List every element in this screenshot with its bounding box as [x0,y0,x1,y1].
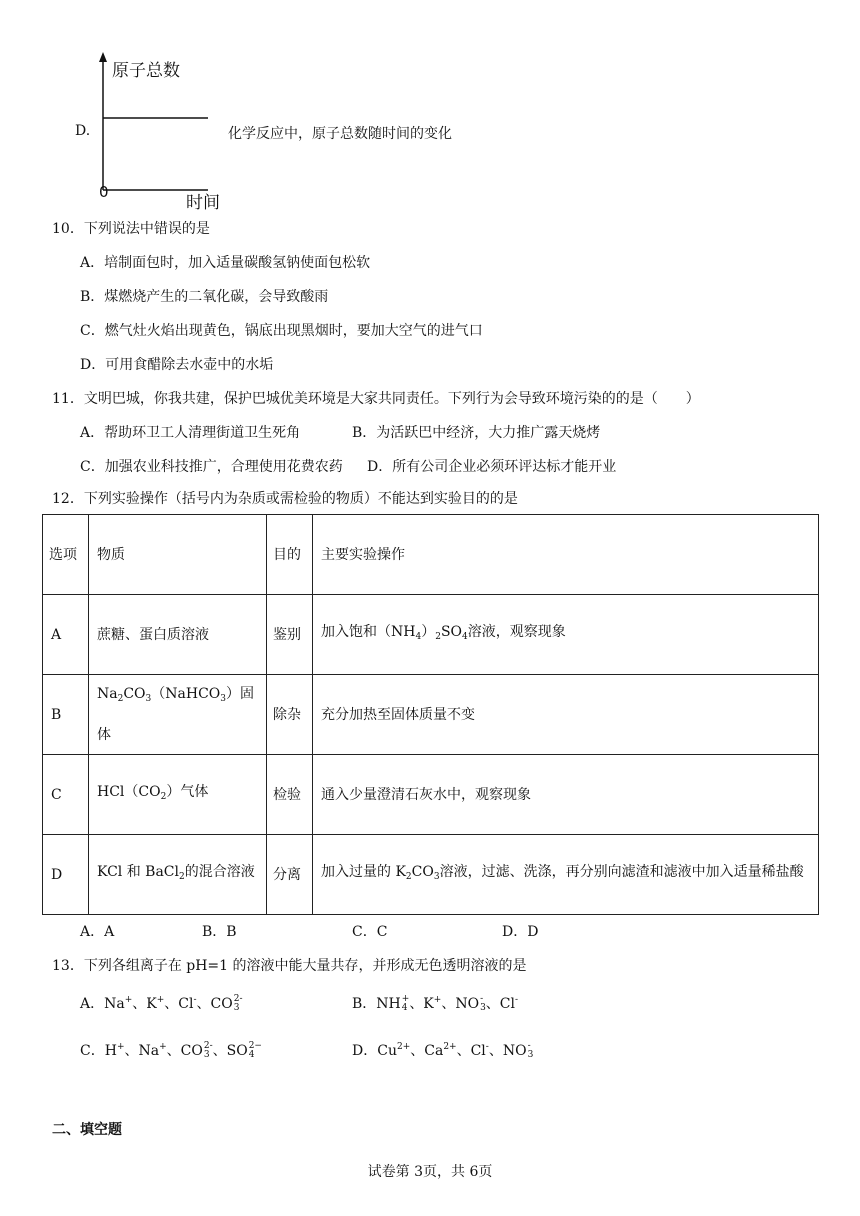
q10-option-b: B．煤燃烧产生的二氧化碳，会导致酸雨 [80,289,329,305]
row-a-option: A [43,595,89,675]
q11-option-c: C．加强农业科技推广，合理使用花费农药 [80,459,343,475]
row-a-operation: 加入饱和$(NH_4)_2SO_4$溶液，观察现象 [313,595,819,675]
q12-answer-a: A．A [80,924,115,940]
q13-stem: 13．下列各组离子在 pH=1 的溶液中能大量共存，并形成无色透明溶液的是 [52,958,527,974]
header-operation: 主要实验操作 [313,515,819,595]
page-footer: 试卷第 3页，共 6页 [367,1164,493,1180]
experiment-table [42,514,819,915]
row-b-substance: $Na_2CO_3(NaHCO_3)$固体 [89,675,267,755]
q11-option-a: A．帮助环卫工人清理街道卫生死角 [80,425,301,441]
q13-option-b: B．NH + 4 、K+、NO - 3 、Cl- [352,994,519,1013]
header-substance: 物质 [89,515,267,595]
header-purpose: 目的 [267,515,313,595]
q11-option-b: B．为活跃巴中经济，大力推广露天烧烤 [352,425,601,441]
row-b-operation: 充分加热至固体质量不变 [313,675,819,755]
header-option: 选项 [43,515,89,595]
row-d-option: D [43,835,89,915]
q13-option-c: C．H+、Na+、CO 2- 3 、SO 2− 4 [80,1041,262,1060]
q9-option-d-caption: 化学反应中，原子总数随时间的变化 [228,126,452,142]
q10-option-c: C．燃气灶火焰出现黄色，锅底出现黑烟时，要加大空气的进气口 [80,323,483,339]
table-row [43,755,819,835]
q12-stem: 12．下列实验操作（括号内为杂质或需检验的物质）不能达到实验目的的是 [52,491,518,507]
q12-answer-d: D．D [502,924,539,940]
q13-option-d: D．$Cu^{2+}$、$Ca^{2+}$、Cl-、NO - 3 [352,1041,534,1060]
row-b-purpose: 除杂 [267,675,313,755]
graph-y-label: 原子总数 [112,61,180,81]
row-d-purpose: 分离 [267,835,313,915]
q11-option-d: D．所有公司企业必须环评达标才能开业 [367,459,617,475]
table-header-row [43,515,819,595]
graph-origin: 0 [99,183,109,201]
row-a-substance: 蔗糖、蛋白质溶液 [89,595,267,675]
row-c-substance: $HCl(CO_2)$气体 [89,755,267,835]
q9-option-d-letter: D. [75,123,91,139]
graph-x-label: 时间 [186,193,220,213]
row-c-purpose: 检验 [267,755,313,835]
table-row [43,675,819,755]
q13-option-a: A．Na+、K+、Cl-、CO 2- 3 [80,994,243,1013]
section-title: 二、填空题 [52,1122,122,1138]
row-b-option: B [43,675,89,755]
table-row [43,595,819,675]
row-d-operation: 加入过量的 $K_2CO_3$溶液，过滤、洗涤，再分别向滤渣和滤液中加入适量稀盐酸 [313,835,819,915]
q11-stem: 11．文明巴城，你我共建，保护巴城优美环境是大家共同责任。下列行为会导致环境污染的的是（ ） [52,391,700,407]
q10-option-a: A．培制面包时，加入适量碳酸氢钠使面包松软 [80,255,371,271]
row-c-operation: 通入少量澄清石灰水中，观察现象 [313,755,819,835]
q12-answer-b: B．B [202,924,237,940]
table-row [43,835,819,915]
row-c-option: C [43,755,89,835]
row-d-substance: KCl 和 BaCl$_2$的混合溶液 [89,835,267,915]
q10-option-d: D．可用食醋除去水壶中的水垢 [80,357,274,373]
graph-y-arrow [99,52,107,62]
q10-stem: 10．下列说法中错误的是 [52,221,210,237]
q12-answer-c: C．C [352,924,388,940]
row-a-purpose: 鉴别 [267,595,313,675]
